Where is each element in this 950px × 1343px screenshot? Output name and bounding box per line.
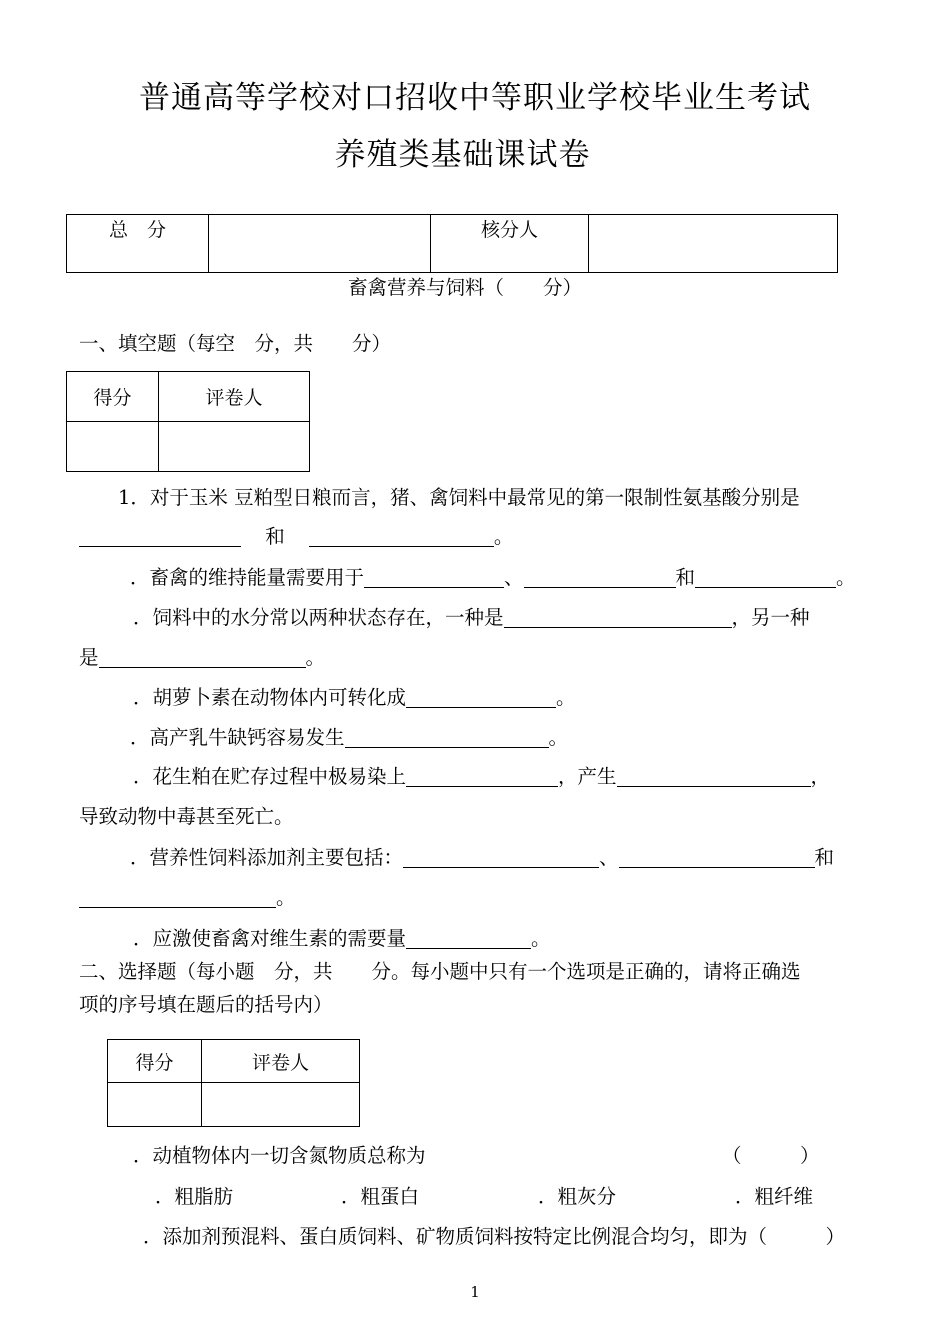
- fill-question-1-answers: [79, 527, 513, 547]
- fill-question-1: 1．对于玉米 豆粕型日粮而言，猪、禽饲料中最常见的第一限制性氨基酸分别是: [118, 486, 800, 509]
- answer-blank[interactable]: [309, 527, 494, 547]
- answer-blank[interactable]: [79, 888, 276, 908]
- score-cell[interactable]: [67, 422, 159, 472]
- section2-grader-table: [107, 1039, 360, 1127]
- answer-blank[interactable]: [99, 648, 306, 668]
- question-text: ．花生粕在贮存过程中极易染上: [133, 765, 407, 788]
- reviewer-cell[interactable]: [159, 422, 310, 472]
- fill-question-3-cont: [79, 648, 325, 668]
- fill-question-6-cont: 导致动物中毒甚至死亡。: [79, 805, 294, 828]
- score-label: 得分: [108, 1040, 202, 1083]
- fill-question-2: [130, 568, 856, 588]
- answer-blank[interactable]: [524, 568, 676, 588]
- score-checker-label: 核分人: [431, 215, 589, 273]
- choice-question-1: ．动植物体内一切含氮物质总称为: [133, 1144, 426, 1167]
- total-score-table: [66, 214, 838, 273]
- comma: ，: [810, 765, 831, 788]
- fill-question-7-cont: [79, 888, 296, 908]
- answer-blank[interactable]: [695, 568, 836, 588]
- exam-title: 普通高等学校对口招收中等职业学校毕业生考试: [139, 80, 811, 116]
- answer-blank[interactable]: [406, 929, 531, 949]
- question-text: ．畜禽的维持能量需要用于: [130, 566, 365, 589]
- section2-heading: 二、选择题（每小题 分，共 分。每小题中只有一个选项是正确的，请将正确选: [79, 960, 801, 983]
- score-cell[interactable]: [108, 1083, 202, 1127]
- answer-blank[interactable]: [403, 848, 599, 868]
- page-number: 1: [470, 1283, 480, 1301]
- paper-subtitle: 养殖类基础课试卷: [334, 137, 591, 173]
- fill-question-4: [133, 688, 576, 708]
- answer-blank[interactable]: [79, 527, 241, 547]
- and-text: 和: [265, 525, 285, 548]
- choice-question-2: ．添加剂预混料、蛋白质饲料、矿物质饲料按特定比例混合均匀，即为（ ）: [143, 1225, 846, 1248]
- question-text-mid: ，另一种: [731, 606, 810, 629]
- answer-blank[interactable]: [406, 688, 556, 708]
- fill-question-3: [133, 608, 810, 628]
- period: 。: [276, 886, 296, 909]
- period: 。: [836, 566, 856, 589]
- period: 。: [531, 927, 551, 950]
- answer-blank[interactable]: [619, 848, 815, 868]
- question-text: ．营养性饲料添加剂主要包括：: [130, 846, 404, 869]
- score-checker-cell[interactable]: [589, 215, 838, 273]
- period: 。: [305, 646, 326, 669]
- fill-question-6: [133, 767, 830, 787]
- and-text: 和: [675, 566, 696, 589]
- score-label: 得分: [67, 372, 159, 422]
- section2-heading-cont: 项的序号填在题后的括号内）: [79, 993, 333, 1016]
- reviewer-cell[interactable]: [202, 1083, 360, 1127]
- answer-blank[interactable]: [406, 767, 558, 787]
- question-text-mid: ，产生: [558, 765, 617, 788]
- question-text: ．饲料中的水分常以两种状态存在，一种是: [133, 606, 504, 629]
- separator: 、: [599, 846, 619, 869]
- answer-blank[interactable]: [504, 608, 732, 628]
- option-d[interactable]: ．粗纤维: [735, 1185, 814, 1208]
- answer-blank[interactable]: [345, 728, 549, 748]
- total-score-label: 总 分: [67, 215, 209, 273]
- period: 。: [493, 525, 514, 548]
- section1-heading: 一、填空题（每空 分，共 分）: [79, 332, 392, 355]
- answer-blank[interactable]: [617, 767, 811, 787]
- fill-question-5: [130, 728, 568, 748]
- period: 。: [548, 726, 569, 749]
- and-text: 和: [814, 846, 835, 869]
- section1-grader-table: [66, 371, 310, 472]
- option-b[interactable]: ．粗蛋白: [341, 1185, 420, 1208]
- question-text: 是: [79, 646, 99, 669]
- separator: 、: [504, 566, 524, 589]
- question-text: ．应激使畜禽对维生素的需要量: [133, 927, 407, 950]
- reviewer-label: 评卷人: [159, 372, 310, 422]
- total-score-cell[interactable]: [209, 215, 431, 273]
- option-c[interactable]: ．粗灰分: [538, 1185, 617, 1208]
- option-a[interactable]: ．粗脂肪: [155, 1185, 234, 1208]
- question-text: ．胡萝卜素在动物体内可转化成: [133, 686, 407, 709]
- fill-question-8: [133, 929, 551, 949]
- reviewer-label: 评卷人: [202, 1040, 360, 1083]
- answer-blank[interactable]: [364, 568, 504, 588]
- answer-bracket[interactable]: （ ）: [722, 1144, 820, 1167]
- question-text: ．高产乳牛缺钙容易发生: [130, 726, 345, 749]
- period: 。: [556, 686, 576, 709]
- fill-question-7: [130, 848, 834, 868]
- subject-title: 畜禽营养与饲料（ 分）: [348, 276, 583, 299]
